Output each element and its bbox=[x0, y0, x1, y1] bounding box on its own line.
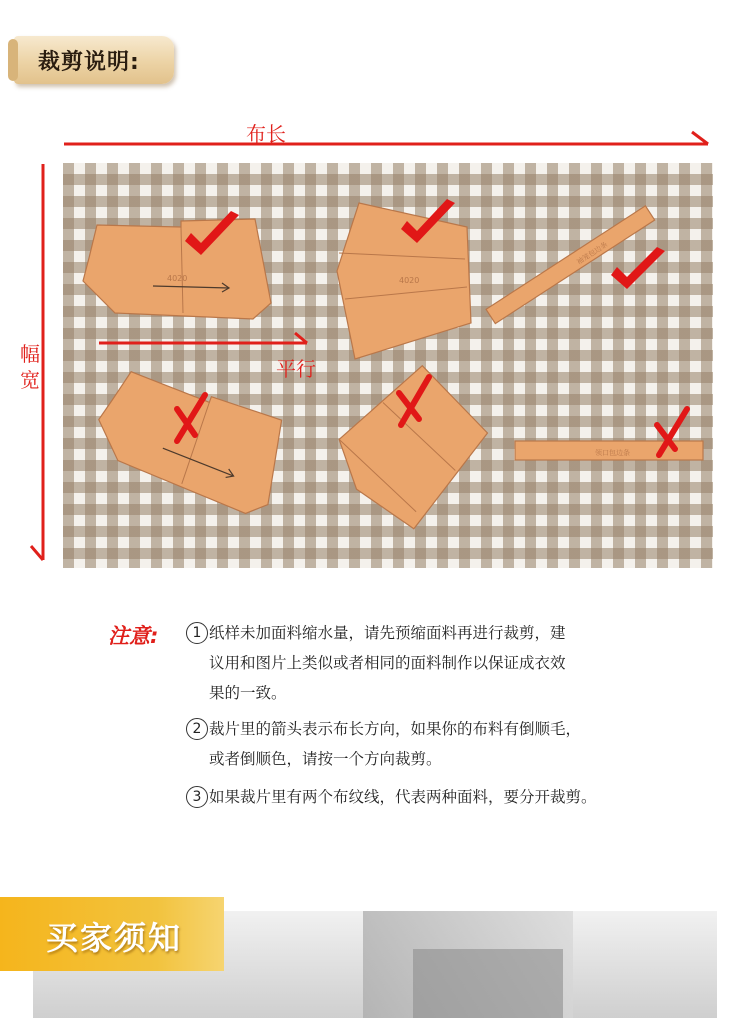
piece-mark-text: 4020 bbox=[167, 274, 188, 283]
strip-mark-text: 领口包边条 bbox=[595, 449, 630, 457]
section-title: 裁剪说明: bbox=[38, 50, 140, 75]
pattern-layout-diagram bbox=[63, 163, 713, 568]
notes-heading: 注意: bbox=[108, 624, 159, 648]
note-line: 裁片里的箭头表示布长方向，如果你的布料有倒顺毛， bbox=[209, 720, 582, 738]
fabric-length-arrow bbox=[60, 124, 720, 154]
note-line: 或者倒顺色，请按一个方向裁剪。 bbox=[209, 750, 442, 768]
pattern-piece-wrong-2 bbox=[320, 354, 511, 544]
fabric-length-label: 布长 bbox=[246, 122, 286, 146]
note-line: 果的一致。 bbox=[209, 684, 287, 702]
note-number: 3 bbox=[186, 786, 208, 808]
binding-strip-correct bbox=[486, 206, 655, 324]
piece-mark-text: 4020 bbox=[399, 276, 420, 285]
fabric-width-label-1: 幅 bbox=[20, 342, 40, 366]
buyer-notice-title: 买家须知 bbox=[46, 919, 183, 957]
pattern-piece-correct-1 bbox=[83, 219, 271, 319]
photo-shape bbox=[413, 949, 563, 1018]
note-line: 议用和图片上类似或者相同的面料制作以保证成衣效 bbox=[209, 654, 566, 672]
strip-mark-text: 袖笼包边条 bbox=[575, 240, 610, 267]
section-header bbox=[14, 36, 174, 84]
fabric-width-label-2: 宽 bbox=[20, 368, 40, 392]
note-number: 1 bbox=[186, 622, 208, 644]
parallel-label: 平行 bbox=[276, 357, 316, 381]
check-mark-icon bbox=[611, 247, 665, 289]
note-number: 2 bbox=[186, 718, 208, 740]
buyer-notice-banner bbox=[0, 897, 224, 971]
note-line: 如果裁片里有两个布纹线，代表两种面料，要分开裁剪。 bbox=[209, 788, 597, 806]
note-line: 纸样未加面料缩水量，请先预缩面料再进行裁剪，建 bbox=[209, 624, 566, 642]
pattern-piece-wrong-1 bbox=[86, 361, 297, 519]
